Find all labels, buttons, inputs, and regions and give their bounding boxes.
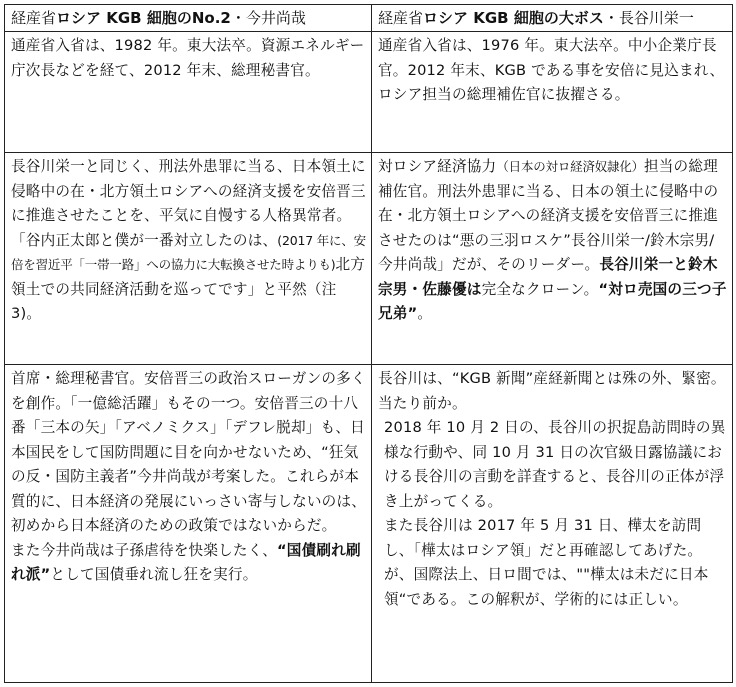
economic-right-text-b: 担当の総理補佐官。刑法外患罪に当る、日本の領土に侵略中の在・北方領土ロシアへの経済支援を安倍晋三に推進させたのは“悪の三羽ロスケ”長谷川栄一/鈴木宗男/今井尚哉」だが、そのリーダー。 — [378, 158, 719, 273]
policy-left-text-c: として国債垂れ流し狂を実行。 — [50, 566, 258, 583]
row-career — [5, 32, 733, 153]
header-left-bold: ロシア KGB 細胞のNo.2 — [56, 9, 231, 27]
header-right — [372, 5, 733, 32]
header-row — [5, 5, 733, 32]
header-left-prefix: 経産省 — [11, 9, 57, 27]
economic-right-bold-1: 長谷川栄一と鈴木宗男・佐藤優は — [378, 256, 718, 298]
career-right-text: 通産省入省は、1976 年。東大法卒。中小企業庁長官。2012 年末、KGB である事を安倍に見込まれ、ロシア担当の総理補佐官に抜擢さる。 — [378, 37, 725, 103]
economic-right-note: （日本の対ロ経済奴隷化） — [496, 159, 644, 174]
cell-policy-left — [5, 365, 372, 683]
header-left-suffix: ・今井尚哉 — [230, 9, 306, 27]
header-left — [5, 5, 372, 32]
economic-right-bold-2: “対ロ売国の三つ子兄弟” — [378, 280, 727, 322]
header-right-suffix: ・長谷川栄一 — [603, 9, 694, 27]
policy-left-text-b: また今井尚哉は子孫虐待を快楽したく、 — [11, 541, 277, 559]
policy-right-paragraph-3: また長谷川は 2017 年 5 月 31 日、樺太を訪問し、「樺太はロシア領」だと再確認してあげた。が、国際法上、日ロ間では、""樺太は未だに日本領“である。この解釈が、学術的には正しい。 — [384, 517, 709, 608]
header-right-prefix: 経産省 — [378, 9, 424, 27]
comparison-table — [4, 4, 733, 683]
policy-right-paragraph-1: 長谷川は、“KGB 新聞”産経新聞とは殊の外、緊密。当たり前か。 — [378, 370, 726, 412]
policy-left-bold: “国債刷れ刷れ派” — [11, 541, 361, 583]
economic-right-text-d: 。 — [417, 305, 433, 322]
policy-right-paragraph-2: 2018 年 10 月 2 日の、長谷川の択捉島訪問時の異様な行動や、同 10 月 31 日の次官級日露協議における長谷川の言動を詳査すると、長谷川の正体が浮き上がってくる。 — [384, 419, 726, 510]
economic-left-note: (2017 年に、安倍を習近平「一帯一路」への協力に大転換させた時よりも) — [11, 232, 366, 272]
cell-career-right — [372, 32, 733, 153]
cell-economic-left — [5, 153, 372, 365]
economic-right-text-c: 完全なクローン。 — [481, 280, 599, 298]
cell-career-left — [5, 32, 372, 153]
economic-right-text-a: 対ロシア経済協力 — [378, 158, 497, 175]
row-policy — [5, 365, 733, 683]
header-right-bold: ロシア KGB 細胞の大ボス — [423, 9, 604, 27]
policy-left-paragraph-1: 首席・総理秘書官。安倍晋三の政治スローガンの多くを創作。「一億総活躍」もその一つ。安倍晋三の十八番「三本の矢」「アベノミクス」「デフレ脱却」も、日本国民をして国防問題に目を向かせないため、“狂気の反・国防主義者”今井尚哉が考案した。これらが本質的に、日本経済の発展にいっさい寄与しないのは、初めから日本経済のための政策ではないからだ。 — [11, 370, 367, 534]
cell-economic-right — [372, 153, 733, 365]
career-left-text: 通産省入省は、1982 年。東大法卒。資源エネルギー庁次長などを経て、2012 年末、総理秘書官。 — [11, 37, 365, 79]
cell-policy-right — [372, 365, 733, 683]
economic-left-text-b: 北方領土での共同経済活動を巡ってです」と平然（注 3)。 — [11, 256, 366, 322]
row-economic-support — [5, 153, 733, 365]
economic-left-text-a: 長谷川栄一と同じく、刑法外患罪に当る、日本領土に侵略中の在・北方領土ロシアへの経済支援を安倍晋三に推進させたことを、平気に自慢する人格異常者。「谷内正太郎と僕が一番対立したのは、 — [11, 158, 366, 249]
